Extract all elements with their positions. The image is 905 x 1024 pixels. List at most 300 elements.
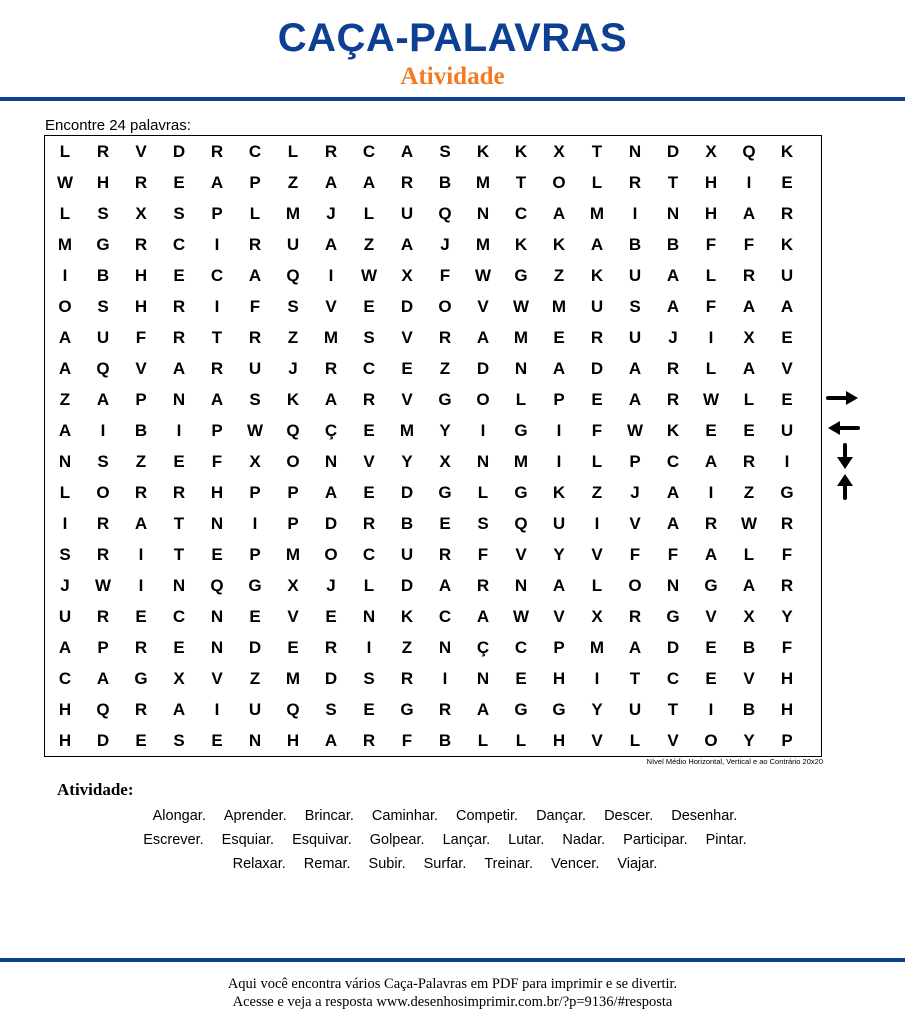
grid-letter[interactable]: A [590, 235, 604, 254]
grid-letter[interactable]: A [172, 700, 186, 719]
grid-letter[interactable]: S [173, 731, 185, 750]
grid-letter[interactable]: X [173, 669, 185, 688]
grid-letter[interactable]: K [514, 235, 528, 254]
grid-letter[interactable]: V [743, 669, 755, 688]
grid-letter[interactable]: Q [210, 576, 224, 595]
grid-letter[interactable]: H [286, 731, 300, 750]
grid-letter[interactable]: R [134, 235, 148, 254]
grid-letter[interactable]: A [324, 235, 338, 254]
grid-letter[interactable]: B [742, 638, 756, 657]
grid-letter[interactable]: W [360, 266, 378, 285]
grid-letter[interactable]: E [363, 421, 375, 440]
grid-letter[interactable]: A [666, 514, 680, 533]
grid-letter[interactable]: J [326, 204, 336, 223]
grid-letter[interactable]: M [475, 235, 491, 254]
grid-letter[interactable]: P [287, 483, 299, 502]
grid-letter[interactable]: C [362, 545, 376, 564]
grid-letter[interactable]: W [512, 297, 530, 316]
grid-letter[interactable]: L [249, 204, 261, 223]
grid-letter[interactable]: I [594, 669, 600, 688]
grid-letter[interactable]: O [438, 297, 452, 316]
grid-letter[interactable]: P [553, 638, 565, 657]
grid-letter[interactable]: Q [286, 700, 300, 719]
grid-letter[interactable]: W [626, 421, 644, 440]
grid-letter[interactable]: F [781, 638, 793, 657]
grid-letter[interactable]: I [784, 452, 790, 471]
grid-letter[interactable]: R [362, 390, 376, 409]
grid-letter[interactable]: E [363, 700, 375, 719]
grid-letter[interactable]: E [325, 607, 337, 626]
grid-letter[interactable]: E [781, 328, 793, 347]
grid-letter[interactable]: E [173, 173, 185, 192]
grid-letter[interactable]: A [362, 173, 376, 192]
grid-letter[interactable]: D [324, 514, 338, 533]
grid-letter[interactable]: O [324, 545, 338, 564]
grid-letter[interactable]: L [363, 576, 375, 595]
grid-letter[interactable]: F [743, 235, 755, 254]
grid-letter[interactable]: N [476, 204, 490, 223]
grid-letter[interactable]: H [704, 204, 718, 223]
grid-letter[interactable]: E [781, 173, 793, 192]
grid-letter[interactable]: P [553, 390, 565, 409]
grid-letter[interactable]: Z [401, 638, 413, 657]
grid-letter[interactable]: K [552, 483, 566, 502]
grid-letter[interactable]: V [287, 607, 299, 626]
grid-letter[interactable]: E [705, 669, 717, 688]
grid-letter[interactable]: L [515, 731, 527, 750]
grid-letter[interactable]: R [96, 142, 110, 161]
grid-letter[interactable]: S [325, 700, 337, 719]
grid-letter[interactable]: K [780, 235, 794, 254]
grid-letter[interactable]: V [591, 545, 603, 564]
grid-letter[interactable]: R [628, 173, 642, 192]
grid-letter[interactable]: D [172, 142, 186, 161]
grid-letter[interactable]: L [515, 390, 527, 409]
grid-letter[interactable]: C [172, 235, 186, 254]
grid-letter[interactable]: Z [439, 359, 451, 378]
grid-letter[interactable]: R [780, 514, 794, 533]
grid-letter[interactable]: R [134, 173, 148, 192]
grid-letter[interactable]: U [400, 204, 414, 223]
grid-letter[interactable]: E [173, 266, 185, 285]
grid-letter[interactable]: R [742, 452, 756, 471]
grid-letter[interactable]: K [590, 266, 604, 285]
grid-letter[interactable]: A [324, 390, 338, 409]
grid-letter[interactable]: D [324, 669, 338, 688]
grid-letter[interactable]: E [287, 638, 299, 657]
grid-letter[interactable]: W [740, 514, 758, 533]
grid-letter[interactable]: R [362, 514, 376, 533]
grid-letter[interactable]: G [248, 576, 262, 595]
grid-letter[interactable]: I [214, 700, 220, 719]
grid-letter[interactable]: M [285, 669, 301, 688]
grid-letter[interactable]: K [780, 142, 794, 161]
grid-letter[interactable]: C [514, 638, 528, 657]
grid-letter[interactable]: T [629, 669, 641, 688]
grid-letter[interactable]: E [249, 607, 261, 626]
grid-letter[interactable]: M [285, 545, 301, 564]
grid-letter[interactable]: E [211, 545, 223, 564]
grid-letter[interactable]: A [552, 204, 566, 223]
grid-letter[interactable]: L [705, 359, 717, 378]
grid-letter[interactable]: P [211, 421, 223, 440]
grid-letter[interactable]: V [135, 359, 147, 378]
grid-letter[interactable]: U [286, 235, 300, 254]
grid-letter[interactable]: N [476, 669, 490, 688]
grid-letter[interactable]: R [780, 204, 794, 223]
grid-letter[interactable]: B [628, 235, 642, 254]
grid-letter[interactable]: G [666, 607, 680, 626]
grid-letter[interactable]: G [780, 483, 794, 502]
grid-letter[interactable]: S [629, 297, 641, 316]
grid-letter[interactable]: I [556, 421, 562, 440]
grid-letter[interactable]: F [249, 297, 261, 316]
grid-letter[interactable]: J [440, 235, 450, 254]
grid-letter[interactable]: A [628, 638, 642, 657]
grid-letter[interactable]: G [134, 669, 148, 688]
grid-letter[interactable]: F [629, 545, 641, 564]
grid-letter[interactable]: S [363, 669, 375, 688]
grid-letter[interactable]: U [628, 266, 642, 285]
grid-letter[interactable]: U [96, 328, 110, 347]
grid-letter[interactable]: I [100, 421, 106, 440]
grid-letter[interactable]: A [96, 390, 110, 409]
grid-letter[interactable]: N [172, 576, 186, 595]
grid-letter[interactable]: H [704, 173, 718, 192]
grid-letter[interactable]: R [134, 483, 148, 502]
grid-letter[interactable]: A [742, 359, 756, 378]
grid-letter[interactable]: T [173, 514, 185, 533]
grid-letter[interactable]: G [438, 483, 452, 502]
grid-letter[interactable]: R [704, 514, 718, 533]
grid-letter[interactable]: T [515, 173, 527, 192]
grid-letter[interactable]: L [705, 266, 717, 285]
grid-letter[interactable]: O [628, 576, 642, 595]
grid-letter[interactable]: V [401, 390, 413, 409]
grid-letter[interactable]: Z [591, 483, 603, 502]
grid-letter[interactable]: M [589, 638, 605, 657]
grid-letter[interactable]: E [363, 297, 375, 316]
grid-letter[interactable]: J [288, 359, 298, 378]
grid-letter[interactable]: E [401, 359, 413, 378]
grid-letter[interactable]: M [475, 173, 491, 192]
grid-letter[interactable]: G [96, 235, 110, 254]
grid-letter[interactable]: U [248, 700, 262, 719]
grid-letter[interactable]: V [553, 607, 565, 626]
grid-letter[interactable]: X [249, 452, 261, 471]
grid-letter[interactable]: E [591, 390, 603, 409]
grid-letter[interactable]: H [210, 483, 224, 502]
grid-letter[interactable]: E [363, 483, 375, 502]
grid-letter[interactable]: S [477, 514, 489, 533]
grid-letter[interactable]: L [743, 390, 755, 409]
grid-letter[interactable]: I [214, 297, 220, 316]
grid-letter[interactable]: H [552, 669, 566, 688]
grid-letter[interactable]: A [324, 731, 338, 750]
grid-letter[interactable]: O [704, 731, 718, 750]
grid-letter[interactable]: R [400, 669, 414, 688]
grid-letter[interactable]: L [287, 142, 299, 161]
grid-letter[interactable]: L [591, 173, 603, 192]
grid-letter[interactable]: C [362, 359, 376, 378]
grid-letter[interactable]: P [97, 638, 109, 657]
grid-letter[interactable]: A [96, 669, 110, 688]
grid-letter[interactable]: N [324, 452, 338, 471]
grid-letter[interactable]: Q [96, 359, 110, 378]
grid-letter[interactable]: V [135, 142, 147, 161]
grid-letter[interactable]: R [666, 390, 680, 409]
grid-letter[interactable]: A [324, 483, 338, 502]
grid-letter[interactable]: H [134, 266, 148, 285]
grid-letter[interactable]: A [704, 452, 718, 471]
grid-letter[interactable]: R [248, 235, 262, 254]
grid-letter[interactable]: K [666, 421, 680, 440]
grid-letter[interactable]: S [173, 204, 185, 223]
grid-letter[interactable]: P [249, 545, 261, 564]
grid-letter[interactable]: C [172, 607, 186, 626]
grid-letter[interactable]: N [666, 576, 680, 595]
grid-letter[interactable]: I [138, 545, 144, 564]
grid-letter[interactable]: X [705, 142, 717, 161]
grid-letter[interactable]: L [477, 731, 489, 750]
grid-letter[interactable]: R [742, 266, 756, 285]
grid-letter[interactable]: Y [743, 731, 755, 750]
grid-letter[interactable]: T [667, 700, 679, 719]
grid-letter[interactable]: E [743, 421, 755, 440]
grid-letter[interactable]: L [477, 483, 489, 502]
grid-letter[interactable]: B [134, 421, 148, 440]
grid-letter[interactable]: D [476, 359, 490, 378]
grid-letter[interactable]: W [474, 266, 492, 285]
grid-letter[interactable]: V [705, 607, 717, 626]
grid-letter[interactable]: L [591, 576, 603, 595]
grid-letter[interactable]: T [211, 328, 223, 347]
grid-letter[interactable]: T [591, 142, 603, 161]
grid-letter[interactable]: I [252, 514, 258, 533]
grid-letter[interactable]: Y [591, 700, 603, 719]
grid-letter[interactable]: A [628, 390, 642, 409]
grid-letter[interactable]: A [400, 142, 414, 161]
grid-letter[interactable]: L [59, 204, 71, 223]
grid-letter[interactable]: X [287, 576, 299, 595]
grid-letter[interactable]: A [476, 700, 490, 719]
grid-letter[interactable]: R [324, 638, 338, 657]
grid-letter[interactable]: X [591, 607, 603, 626]
grid-letter[interactable]: Z [743, 483, 755, 502]
grid-letter[interactable]: K [400, 607, 414, 626]
grid-letter[interactable]: H [134, 297, 148, 316]
grid-letter[interactable]: O [96, 483, 110, 502]
grid-letter[interactable]: I [442, 669, 448, 688]
grid-letter[interactable]: M [513, 328, 529, 347]
grid-letter[interactable]: D [666, 638, 680, 657]
grid-letter[interactable]: S [59, 545, 71, 564]
grid-letter[interactable]: R [324, 142, 338, 161]
grid-letter[interactable]: A [704, 545, 718, 564]
grid-letter[interactable]: G [400, 700, 414, 719]
grid-letter[interactable]: H [96, 173, 110, 192]
grid-letter[interactable]: R [590, 328, 604, 347]
grid-letter[interactable]: H [58, 700, 72, 719]
grid-letter[interactable]: A [172, 359, 186, 378]
grid-letter[interactable]: E [705, 638, 717, 657]
grid-letter[interactable]: V [363, 452, 375, 471]
grid-letter[interactable]: K [552, 235, 566, 254]
grid-letter[interactable]: C [666, 452, 680, 471]
grid-letter[interactable]: Z [287, 173, 299, 192]
grid-letter[interactable]: F [401, 731, 413, 750]
grid-letter[interactable]: A [400, 235, 414, 254]
grid-letter[interactable]: I [328, 266, 334, 285]
grid-letter[interactable]: O [58, 297, 72, 316]
grid-letter[interactable]: Q [742, 142, 756, 161]
grid-letter[interactable]: F [705, 297, 717, 316]
grid-letter[interactable]: U [780, 266, 794, 285]
grid-letter[interactable]: F [477, 545, 489, 564]
grid-letter[interactable]: T [173, 545, 185, 564]
grid-letter[interactable]: U [628, 700, 642, 719]
grid-letter[interactable]: F [211, 452, 223, 471]
grid-letter[interactable]: A [552, 359, 566, 378]
grid-letter[interactable]: D [400, 297, 414, 316]
grid-letter[interactable]: A [438, 576, 452, 595]
grid-letter[interactable]: V [477, 297, 489, 316]
grid-letter[interactable]: A [324, 173, 338, 192]
grid-letter[interactable]: A [210, 390, 224, 409]
grid-letter[interactable]: S [439, 142, 451, 161]
grid-letter[interactable]: P [781, 731, 793, 750]
grid-letter[interactable]: P [135, 390, 147, 409]
grid-letter[interactable]: L [363, 204, 375, 223]
grid-letter[interactable]: M [551, 297, 567, 316]
grid-letter[interactable]: A [628, 359, 642, 378]
grid-letter[interactable]: N [210, 607, 224, 626]
grid-letter[interactable]: Z [287, 328, 299, 347]
grid-letter[interactable]: S [97, 452, 109, 471]
grid-letter[interactable]: Y [781, 607, 793, 626]
grid-letter[interactable]: S [97, 297, 109, 316]
grid-letter[interactable]: X [135, 204, 147, 223]
grid-letter[interactable]: X [743, 328, 755, 347]
grid-letter[interactable]: A [666, 266, 680, 285]
grid-letter[interactable]: I [556, 452, 562, 471]
grid-letter[interactable]: N [58, 452, 72, 471]
grid-letter[interactable]: P [249, 173, 261, 192]
grid-letter[interactable]: L [59, 142, 71, 161]
grid-letter[interactable]: W [56, 173, 74, 192]
grid-letter[interactable]: C [666, 669, 680, 688]
grid-letter[interactable]: D [400, 483, 414, 502]
grid-letter[interactable]: G [514, 421, 528, 440]
grid-letter[interactable]: E [211, 731, 223, 750]
grid-letter[interactable]: N [172, 390, 186, 409]
grid-letter[interactable]: D [248, 638, 262, 657]
grid-letter[interactable]: F [667, 545, 679, 564]
grid-letter[interactable]: L [629, 731, 641, 750]
grid-letter[interactable]: U [400, 545, 414, 564]
grid-letter[interactable]: A [58, 421, 72, 440]
grid-letter[interactable]: N [476, 452, 490, 471]
grid-letter[interactable]: I [62, 514, 68, 533]
grid-letter[interactable]: A [552, 576, 566, 595]
grid-letter[interactable]: R [780, 576, 794, 595]
grid-letter[interactable]: I [708, 700, 714, 719]
grid-letter[interactable]: M [513, 452, 529, 471]
grid-letter[interactable]: K [514, 142, 528, 161]
grid-letter[interactable]: I [138, 576, 144, 595]
grid-letter[interactable]: R [400, 173, 414, 192]
grid-letter[interactable]: V [325, 297, 337, 316]
grid-letter[interactable]: X [401, 266, 413, 285]
grid-letter[interactable]: A [58, 359, 72, 378]
grid-letter[interactable]: L [743, 545, 755, 564]
grid-letter[interactable]: P [249, 483, 261, 502]
grid-letter[interactable]: R [134, 700, 148, 719]
grid-letter[interactable]: H [58, 731, 72, 750]
grid-letter[interactable]: Y [553, 545, 565, 564]
grid-letter[interactable]: Ç [324, 421, 338, 440]
grid-letter[interactable]: R [96, 514, 110, 533]
grid-letter[interactable]: U [628, 328, 642, 347]
grid-letter[interactable]: U [248, 359, 262, 378]
grid-letter[interactable]: E [173, 452, 185, 471]
grid-letter[interactable]: F [439, 266, 451, 285]
grid-letter[interactable]: V [781, 359, 793, 378]
grid-letter[interactable]: I [214, 235, 220, 254]
grid-letter[interactable]: R [628, 607, 642, 626]
grid-letter[interactable]: D [590, 359, 604, 378]
grid-letter[interactable]: E [173, 638, 185, 657]
grid-letter[interactable]: M [323, 328, 339, 347]
grid-letter[interactable]: J [326, 576, 336, 595]
grid-letter[interactable]: G [438, 390, 452, 409]
grid-letter[interactable]: E [439, 514, 451, 533]
grid-letter[interactable]: G [514, 700, 528, 719]
grid-letter[interactable]: V [667, 731, 679, 750]
grid-letter[interactable]: X [553, 142, 565, 161]
grid-letter[interactable]: V [591, 731, 603, 750]
grid-letter[interactable]: R [172, 328, 186, 347]
grid-letter[interactable]: A [58, 638, 72, 657]
grid-letter[interactable]: R [134, 638, 148, 657]
grid-letter[interactable]: A [780, 297, 794, 316]
grid-letter[interactable]: R [362, 731, 376, 750]
grid-letter[interactable]: Ç [476, 638, 490, 657]
grid-letter[interactable]: P [211, 204, 223, 223]
grid-letter[interactable]: R [210, 142, 224, 161]
grid-letter[interactable]: C [438, 607, 452, 626]
grid-letter[interactable]: S [363, 328, 375, 347]
grid-letter[interactable]: C [362, 142, 376, 161]
grid-letter[interactable]: U [58, 607, 72, 626]
grid-letter[interactable]: H [552, 731, 566, 750]
grid-letter[interactable]: Q [286, 421, 300, 440]
grid-letter[interactable]: D [666, 142, 680, 161]
grid-letter[interactable]: F [781, 545, 793, 564]
grid-letter[interactable]: I [366, 638, 372, 657]
grid-letter[interactable]: C [58, 669, 72, 688]
grid-letter[interactable]: Q [514, 514, 528, 533]
grid-letter[interactable]: V [211, 669, 223, 688]
grid-letter[interactable]: M [285, 204, 301, 223]
grid-letter[interactable]: Q [438, 204, 452, 223]
grid-letter[interactable]: O [286, 452, 300, 471]
grid-letter[interactable]: T [667, 173, 679, 192]
grid-letter[interactable]: E [135, 731, 147, 750]
grid-letter[interactable]: R [172, 483, 186, 502]
grid-letter[interactable]: A [666, 297, 680, 316]
grid-letter[interactable]: B [96, 266, 110, 285]
